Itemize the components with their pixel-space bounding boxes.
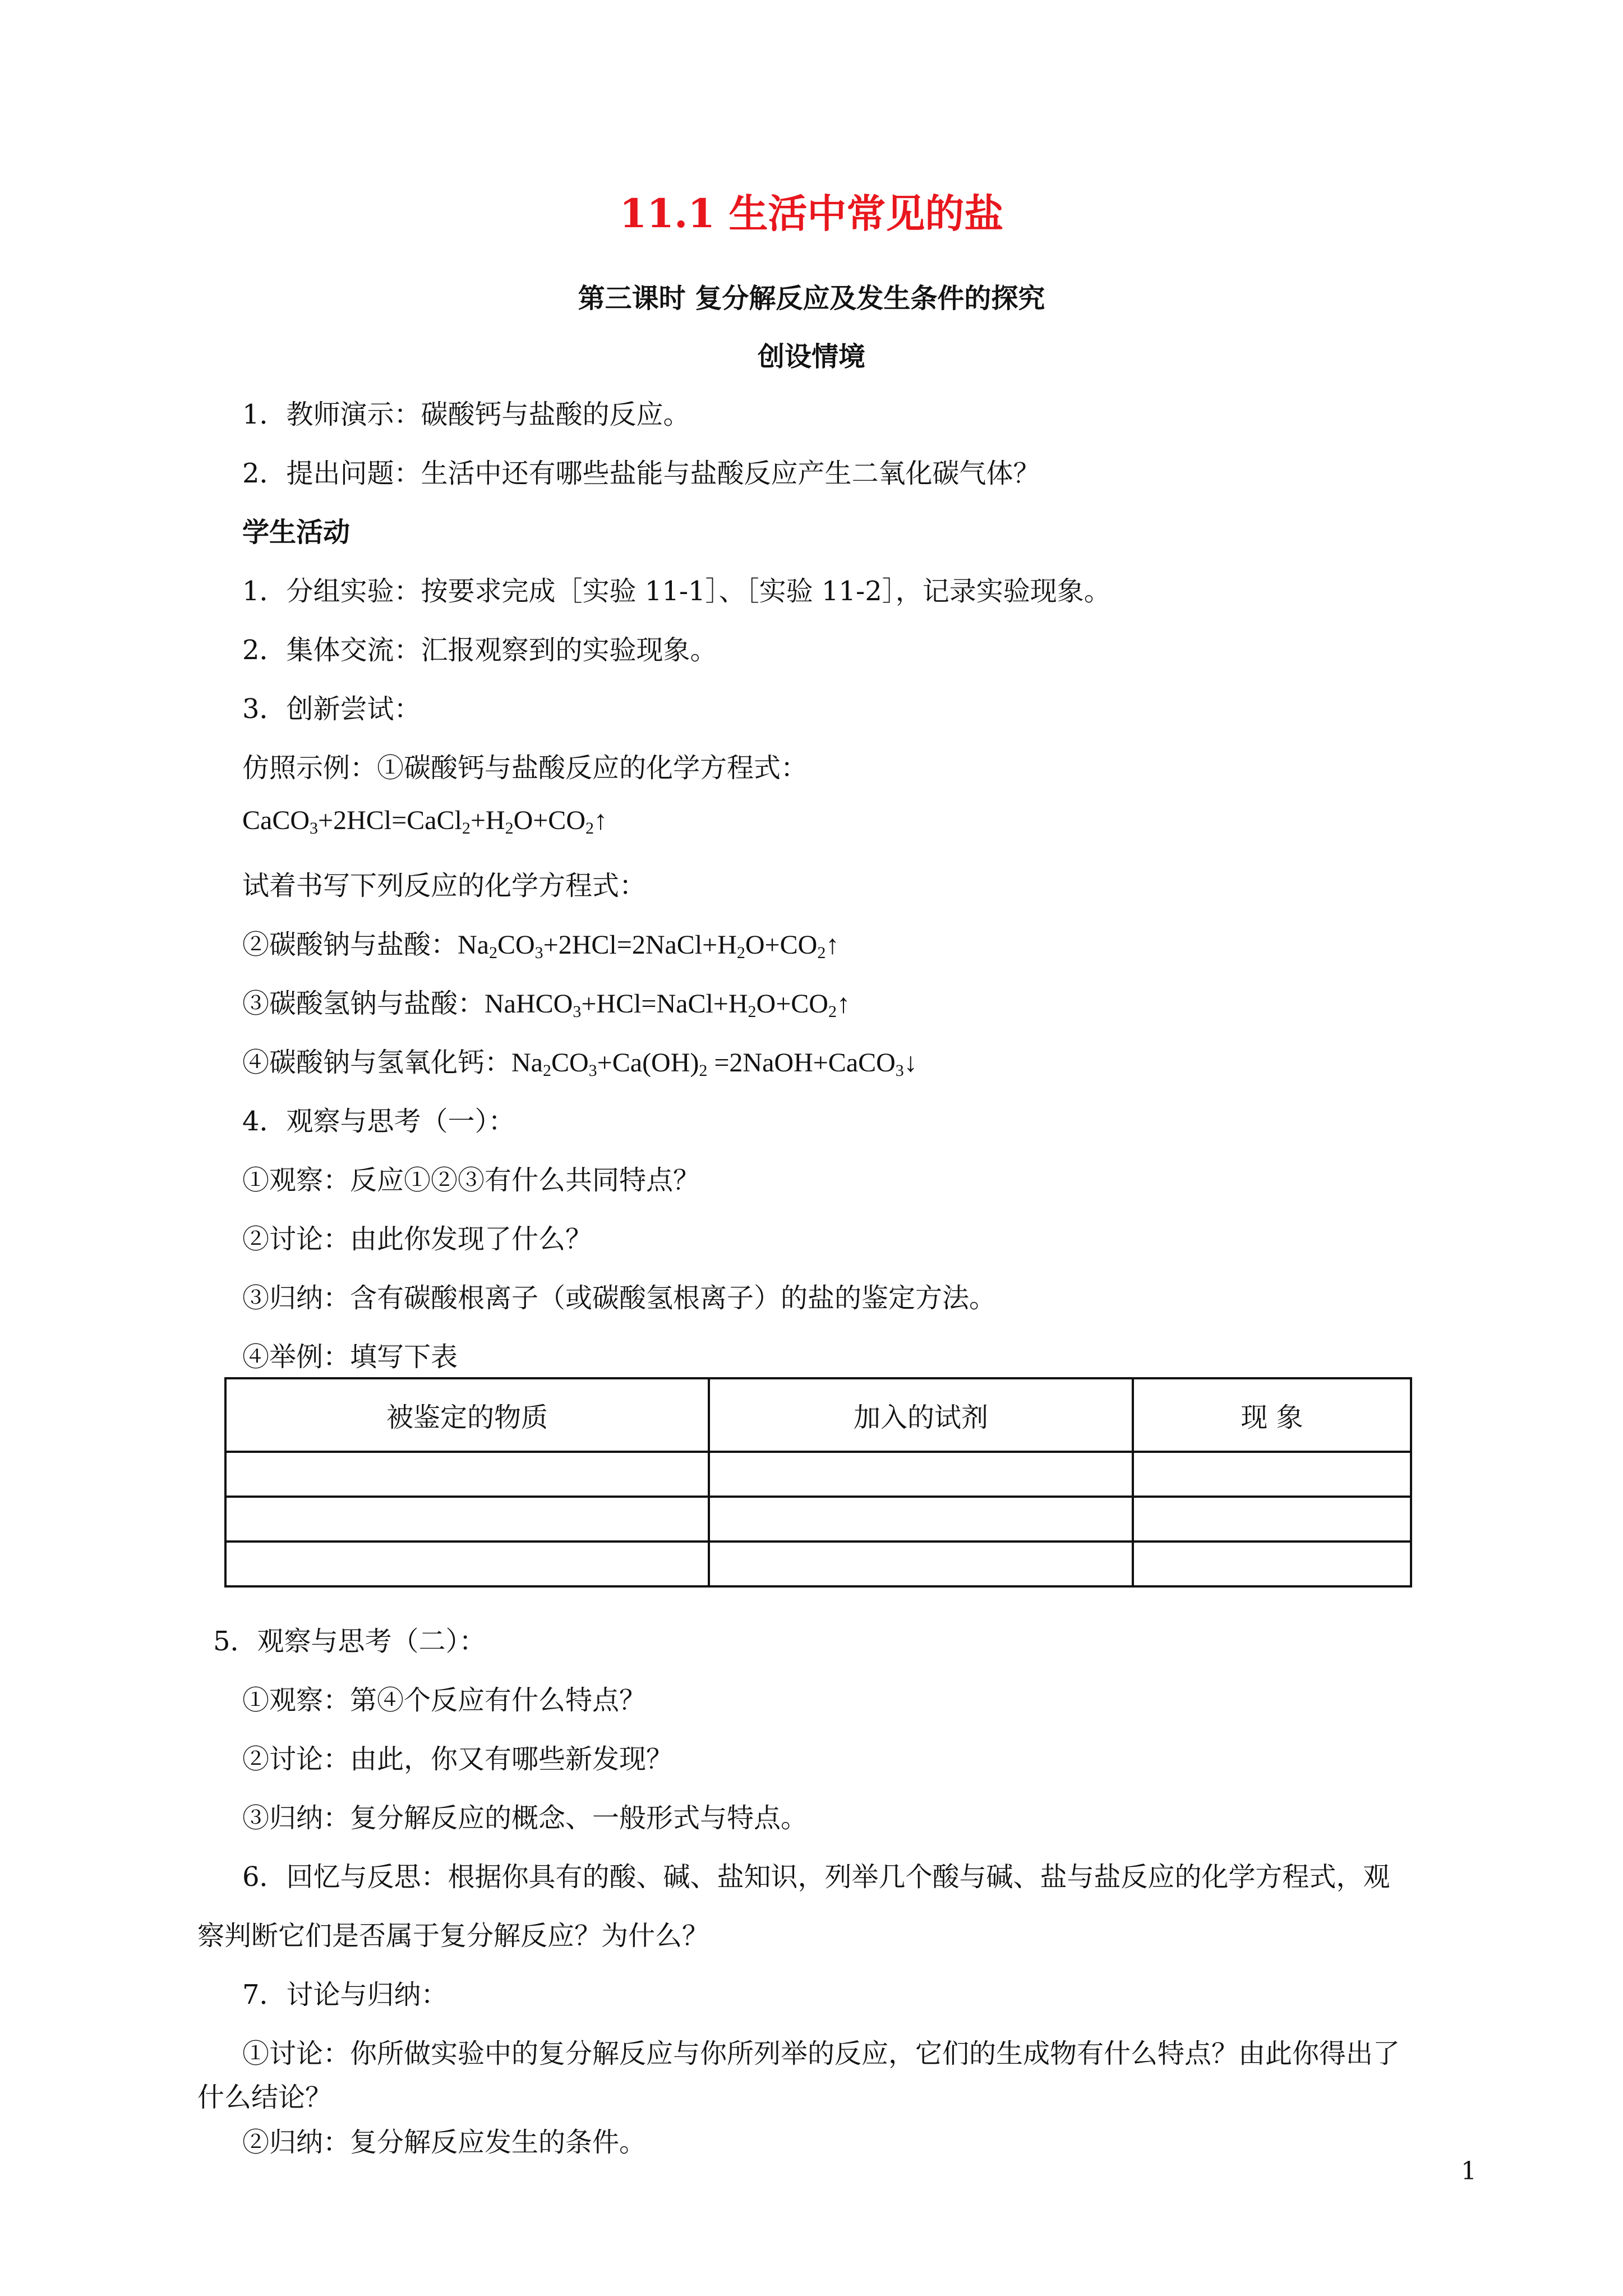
gas-arrow-icon: ↑ <box>593 806 607 835</box>
page-number: 1 <box>1461 2157 1477 2185</box>
recall-line-1: 6．回忆与反思：根据你具有的酸、碱、盐知识，列举几个酸与碱、盐与盐反应的化学方程式，观 <box>242 1861 1390 1893</box>
activity-heading: 学生活动 <box>242 517 351 548</box>
table-cell[interactable] <box>1133 1452 1411 1497</box>
table-cell[interactable] <box>225 1497 709 1542</box>
table-row <box>225 1497 1411 1542</box>
observe1-item-2: ②讨论：由此你发现了什么？ <box>242 1223 593 1255</box>
recall-line-2: 察判断它们是否属于复分解反应？为什么？ <box>197 1920 709 1952</box>
table-row <box>225 1452 1411 1497</box>
lesson-subtitle: 第三课时 复分解反应及发生条件的探究 <box>578 283 1045 314</box>
scenario-item-2: 2．提出问题：生活中还有哪些盐能与盐酸反应产生二氧化碳气体？ <box>242 458 1040 489</box>
activity-item-2: 2．集体交流：汇报观察到的实验现象。 <box>242 634 717 666</box>
observe1-item-1: ①观察：反应①②③有什么共同特点？ <box>242 1165 700 1196</box>
equation-3: ③碳酸氢钠与盐酸：$NaHCO_3+HCl=NaCl+H_2O+CO_2↑$ <box>242 988 850 1021</box>
table-header-reagent: 加入的试剂 <box>709 1378 1133 1452</box>
table-row <box>225 1542 1411 1586</box>
table-cell[interactable] <box>709 1497 1133 1542</box>
discuss-line-2: 什么结论？ <box>197 2082 333 2113</box>
table-cell[interactable] <box>709 1452 1133 1497</box>
activity-item-1: 1．分组实验：按要求完成［实验 11-1］、［实验 11-2］，记录实验现象。 <box>242 576 1111 607</box>
try-instruction: 试着书写下列反应的化学方程式： <box>242 870 647 901</box>
observe2-item-3: ③归纳：复分解反应的概念、一般形式与特点。 <box>242 1802 808 1834</box>
table-cell[interactable] <box>1133 1497 1411 1542</box>
table-header-phenomenon: 现 象 <box>1133 1378 1411 1452</box>
equation-2: ②碳酸钠与盐酸：$Na_2CO_3+2HCl=2NaCl+H_2O+CO_2↑$ <box>242 929 840 962</box>
observe1-heading: 4．观察与思考（一）： <box>242 1106 515 1137</box>
discuss-line-1: ①讨论：你所做实验中的复分解反应与你所列举的反应，它们的生成物有什么特点？由此你得出了 <box>242 2038 1400 2069</box>
table-cell[interactable] <box>709 1542 1133 1586</box>
gas-arrow-icon: ↑ <box>826 930 840 960</box>
example-intro: 仿照示例：①碳酸钙与盐酸反应的化学方程式： <box>242 752 808 784</box>
table-cell[interactable] <box>1133 1542 1411 1586</box>
example-equation: $CaCO_3+2HCl=CaCl_2+H_2O+CO_2↑$ <box>242 806 607 838</box>
observe2-item-1: ①观察：第④个反应有什么特点？ <box>242 1685 647 1716</box>
gas-arrow-icon: ↑ <box>836 989 850 1019</box>
discuss-heading: 7．讨论与归纳： <box>242 1979 448 2010</box>
identification-table <box>224 1377 1412 1588</box>
equation-4: ④碳酸钠与氢氧化钙：$Na_2CO_3+Ca(OH)_2$ =2NaOH+CaCO$_3$↓ <box>242 1047 917 1080</box>
precipitate-arrow-icon: ↓ <box>903 1048 917 1078</box>
observe1-item-4: ④举例：填写下表 <box>242 1341 458 1373</box>
observe2-item-2: ②讨论：由此，你又有哪些新发现？ <box>242 1743 674 1775</box>
table-header-substance: 被鉴定的物质 <box>225 1378 709 1452</box>
observe1-item-3: ③归纳：含有碳酸根离子（或碳酸氢根离子）的盐的鉴定方法。 <box>242 1282 997 1314</box>
discuss-line-3: ②归纳：复分解反应发生的条件。 <box>242 2127 647 2158</box>
observe2-heading: 5．观察与思考（二）： <box>213 1626 486 1657</box>
activity-item-3: 3．创新尝试： <box>242 693 421 725</box>
table-header-row <box>225 1378 1411 1452</box>
table-cell[interactable] <box>225 1542 709 1586</box>
scenario-heading: 创设情境 <box>757 341 865 372</box>
scenario-item-1: 1．教师演示：碳酸钙与盐酸的反应。 <box>242 399 690 430</box>
page-title: 11.1 生活中常见的盐 <box>619 190 1004 237</box>
table-cell[interactable] <box>225 1452 709 1497</box>
